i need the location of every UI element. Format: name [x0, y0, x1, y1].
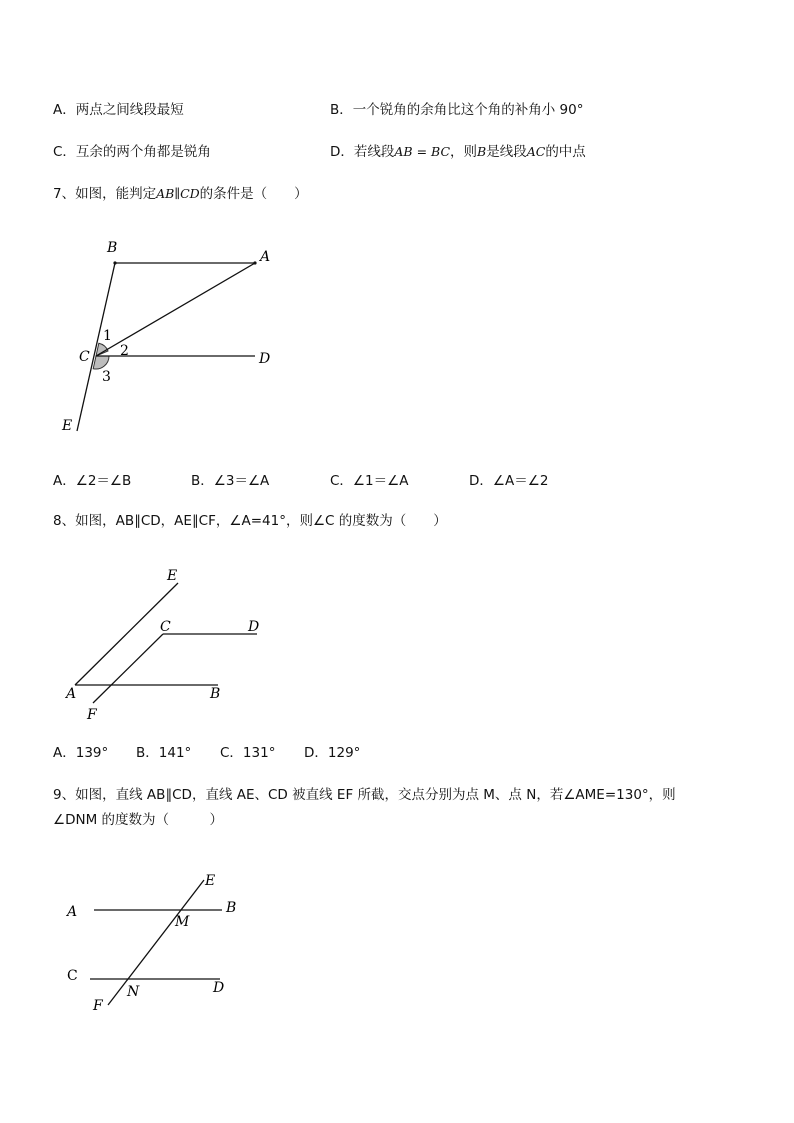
q7-option-c: C．∠1＝∠A [330, 473, 409, 489]
q7-stem-suffix: 的条件是（ ） [199, 186, 308, 202]
q7-label-d: D [259, 351, 271, 367]
q6-option-d-math-1: AB = BC [394, 144, 451, 159]
q6-option-d-mid-1: ，则 [450, 144, 478, 160]
q9-label-f: F [93, 998, 103, 1014]
q8-option-b: B．141° [136, 745, 192, 761]
q6-option-a: A．两点之间线段最短 [53, 102, 184, 118]
q6-option-d-suffix: 的中点 [545, 144, 586, 160]
q7-label-a: A [260, 249, 271, 265]
q6-option-d-math-2: B [477, 144, 487, 159]
q9-stem-line-1: 9、如图，直线 AB∥CD，直线 AE、CD 被直线 EF 所截，交点分别为点 M、点 N，若∠AME=130°，则 [53, 787, 676, 803]
q8-stem: 8、如图，AB∥CD，AE∥CF，∠A=41°，则∠C 的度数为（ ） [53, 513, 447, 529]
q6-option-d-math-3: AC [526, 144, 546, 159]
q7-option-b: B．∠3＝∠A [191, 473, 270, 489]
q7-stem-prefix: 7、如图，能判定 [53, 186, 157, 202]
q9-stem-line-2: ∠DNM 的度数为（ ） [53, 812, 224, 828]
q8-option-d: D．129° [304, 745, 361, 761]
q9-label-a: A [67, 904, 78, 920]
q8-option-a: A．139° [53, 745, 109, 761]
q7-angle-label-2: 2 [120, 343, 129, 359]
q9-diagram [90, 880, 225, 1005]
q6-option-c: C．互余的两个角都是锐角 [53, 144, 211, 160]
q8-label-a: A [66, 686, 77, 702]
q8-label-e: E [167, 568, 178, 584]
q7-option-d: D．∠A＝∠2 [469, 473, 549, 489]
q7-stem-math: AB∥CD [156, 186, 200, 201]
q9-label-n: N [127, 984, 140, 1000]
q6-option-d-prefix: D．若线段 [330, 144, 395, 160]
q7-label-e: E [62, 418, 73, 434]
q8-label-f: F [87, 707, 97, 723]
q9-line-ef [108, 880, 204, 1005]
q9-label-m: M [175, 914, 190, 930]
q9-label-d: D [213, 980, 225, 996]
q9-label-b: B [226, 900, 237, 916]
q7-angle-label-3: 3 [102, 369, 111, 385]
q9-label-e: E [205, 873, 216, 889]
q7-label-c: C [79, 349, 90, 365]
q9-label-c: C [67, 968, 78, 984]
q8-label-c: C [160, 619, 171, 635]
q8-label-b: B [210, 686, 221, 702]
q7-option-a: A．∠2＝∠B [53, 473, 132, 489]
q6-option-b: B．一个锐角的余角比这个角的补角小 90° [330, 102, 584, 118]
q6-option-d-mid-2: 是线段 [486, 144, 527, 160]
q7-label-b: B [107, 240, 118, 256]
q8-option-c: C．131° [220, 745, 276, 761]
q7-angle-label-1: 1 [103, 328, 112, 344]
q8-label-d: D [248, 619, 260, 635]
